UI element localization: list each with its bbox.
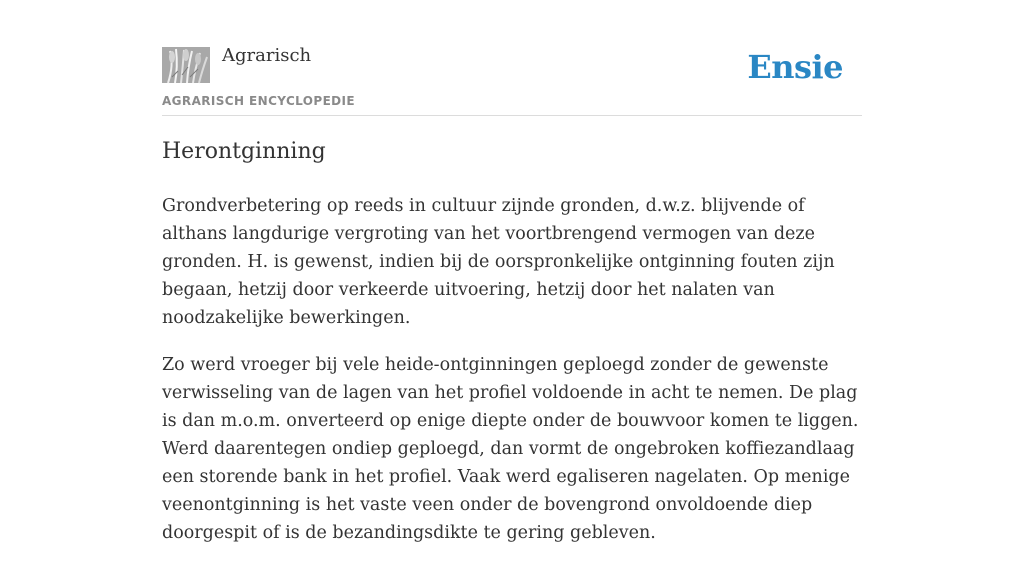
brand-logo-link[interactable]: Ensie xyxy=(747,48,843,86)
content-container xyxy=(162,0,862,543)
article-paragraph: Zo werd vroeger bij vele heide-ontginningen geploegd zonder de gewenste verwisseling van de lagen van het profiel voldoende in acht te nemen. De plag is dan m.o.m. onverteerd op enige diepte onder de bouwvoor komen te liggen. Werd daarentegen ondiep geploegd, dan vormt de ongebroken koffiezandlaag een storende bank in het profiel. Vaak werd egaliseren nagelaten. Op menige veenontginning is het vaste veen onder de bovengrond onvoldoende diep doorgespit of is de bezandingsdikte te gering gebleven. xyxy=(162,355,859,543)
source-subtitle: AGRARISCH ENCYCLOPEDIE xyxy=(162,94,355,108)
wheat-image-icon[interactable] xyxy=(162,47,210,83)
article-body xyxy=(162,192,862,566)
source-name-link[interactable]: Agrarisch xyxy=(222,45,312,66)
header xyxy=(162,0,862,116)
article-title: Herontginning xyxy=(162,139,326,164)
article-paragraph: Grondverbetering op reeds in cultuur zijnde gronden, d.w.z. blijvende of althans langdurige vergroting van het voortbrengend vermogen van deze gronden. H. is gewenst, indien bij de oorspronkelijke ontginning fouten zijn begaan, hetzij door verkeerde uitvoering, hetzij door het nalaten van noodzakelijke bewerkingen. xyxy=(162,196,835,328)
